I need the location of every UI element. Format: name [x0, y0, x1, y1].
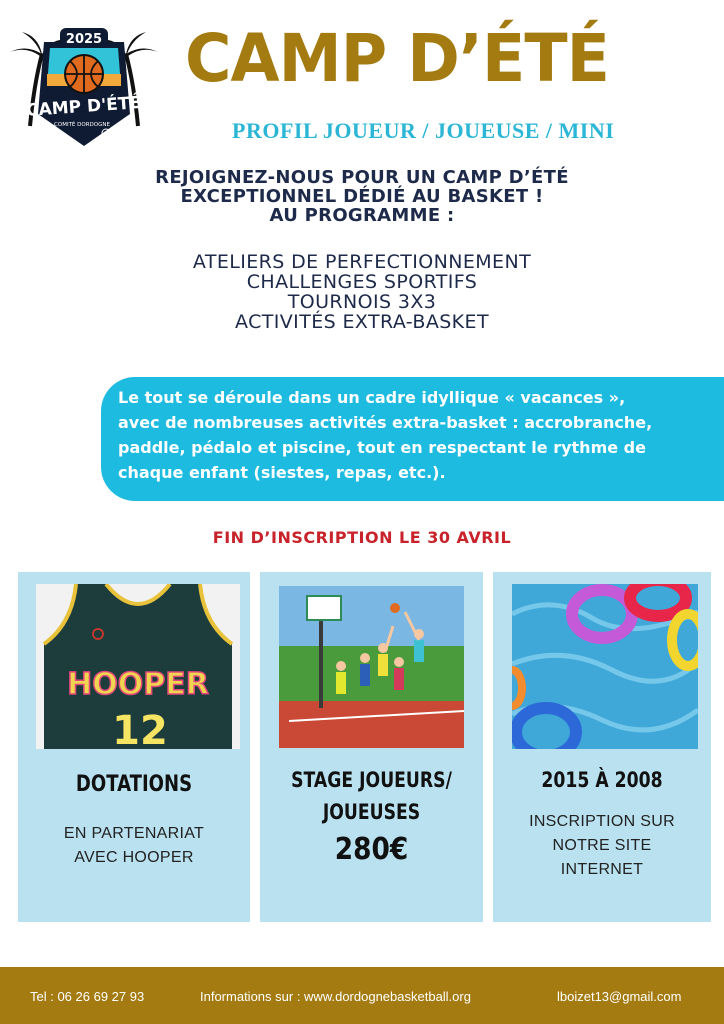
programme-item: ACTIVITÉS EXTRA-BASKET [235, 311, 489, 333]
card-text-line: EN PARTENARIAT [63, 825, 205, 842]
footer-website[interactable]: Informations sur : www.dordognebasketball.org [200, 989, 471, 1004]
description-text [118, 385, 718, 485]
intro-line-2: EXCEPTIONNEL DÉDIÉ AU BASKET ! [180, 186, 544, 207]
programme-item: CHALLENGES SPORTIFS [246, 271, 478, 293]
stage-price: 280€ [334, 832, 409, 867]
jersey-image [36, 584, 240, 749]
intro-line-3: AU PROGRAMME : [269, 205, 455, 226]
camp-logo [8, 14, 160, 150]
page-title: CAMP D’ÉTÉ [185, 20, 609, 97]
card-title-line: STAGE JOUEURS/ [291, 768, 452, 792]
description-line: avec de nombreuses activités extra-basket : accrobranche, [118, 413, 653, 432]
jersey-number: 12 [112, 708, 168, 749]
card-title-line: JOUEUSES [322, 800, 421, 824]
description-line: paddle, pédalo et piscine, tout en respectant le rythme de [118, 438, 646, 457]
intro-line-1: REJOIGNEZ-NOUS POUR UN CAMP D’ÉTÉ [155, 167, 569, 188]
logo-text: CAMP D'ÉTÉ [25, 93, 142, 122]
logo-year: 2025 [65, 32, 103, 47]
description-line: Le tout se déroule dans un cadre idyllique « vacances », [118, 388, 626, 407]
intro-text [0, 168, 724, 225]
basketball-players-image [279, 586, 464, 748]
card-text-line: AVEC HOOPER [74, 849, 194, 866]
card-registration [493, 572, 711, 922]
footer-bar [0, 967, 724, 1024]
page-subtitle: PROFIL JOUEUR / JOUEUSE / MINI [232, 118, 615, 143]
description-line: chaque enfant (siestes, repas, etc.). [118, 463, 446, 482]
programme-item: TOURNOIS 3X3 [287, 291, 437, 313]
footer-phone[interactable]: Tel : 06 26 69 27 93 [30, 989, 145, 1004]
pool-image [512, 584, 698, 749]
programme-list [0, 252, 724, 332]
footer-email[interactable]: lboizet13@gmail.com [557, 989, 682, 1004]
card-text-line: INTERNET [560, 861, 644, 878]
programme-item: ATELIERS DE PERFECTIONNEMENT [192, 251, 532, 273]
card-text-line: INSCRIPTION SUR [529, 813, 675, 830]
card-title: 2015 À 2008 [541, 768, 663, 792]
card-stage [260, 572, 483, 922]
card-text-line: NOTRE SITE [552, 837, 652, 854]
card-dotations [18, 572, 250, 922]
logo-subtext: COMITÉ DORDOGNE [54, 122, 110, 128]
jersey-brand: HOOPER [67, 667, 209, 702]
card-title: DOTATIONS [75, 772, 193, 797]
registration-deadline: FIN D’INSCRIPTION LE 30 AVRIL [212, 528, 512, 547]
